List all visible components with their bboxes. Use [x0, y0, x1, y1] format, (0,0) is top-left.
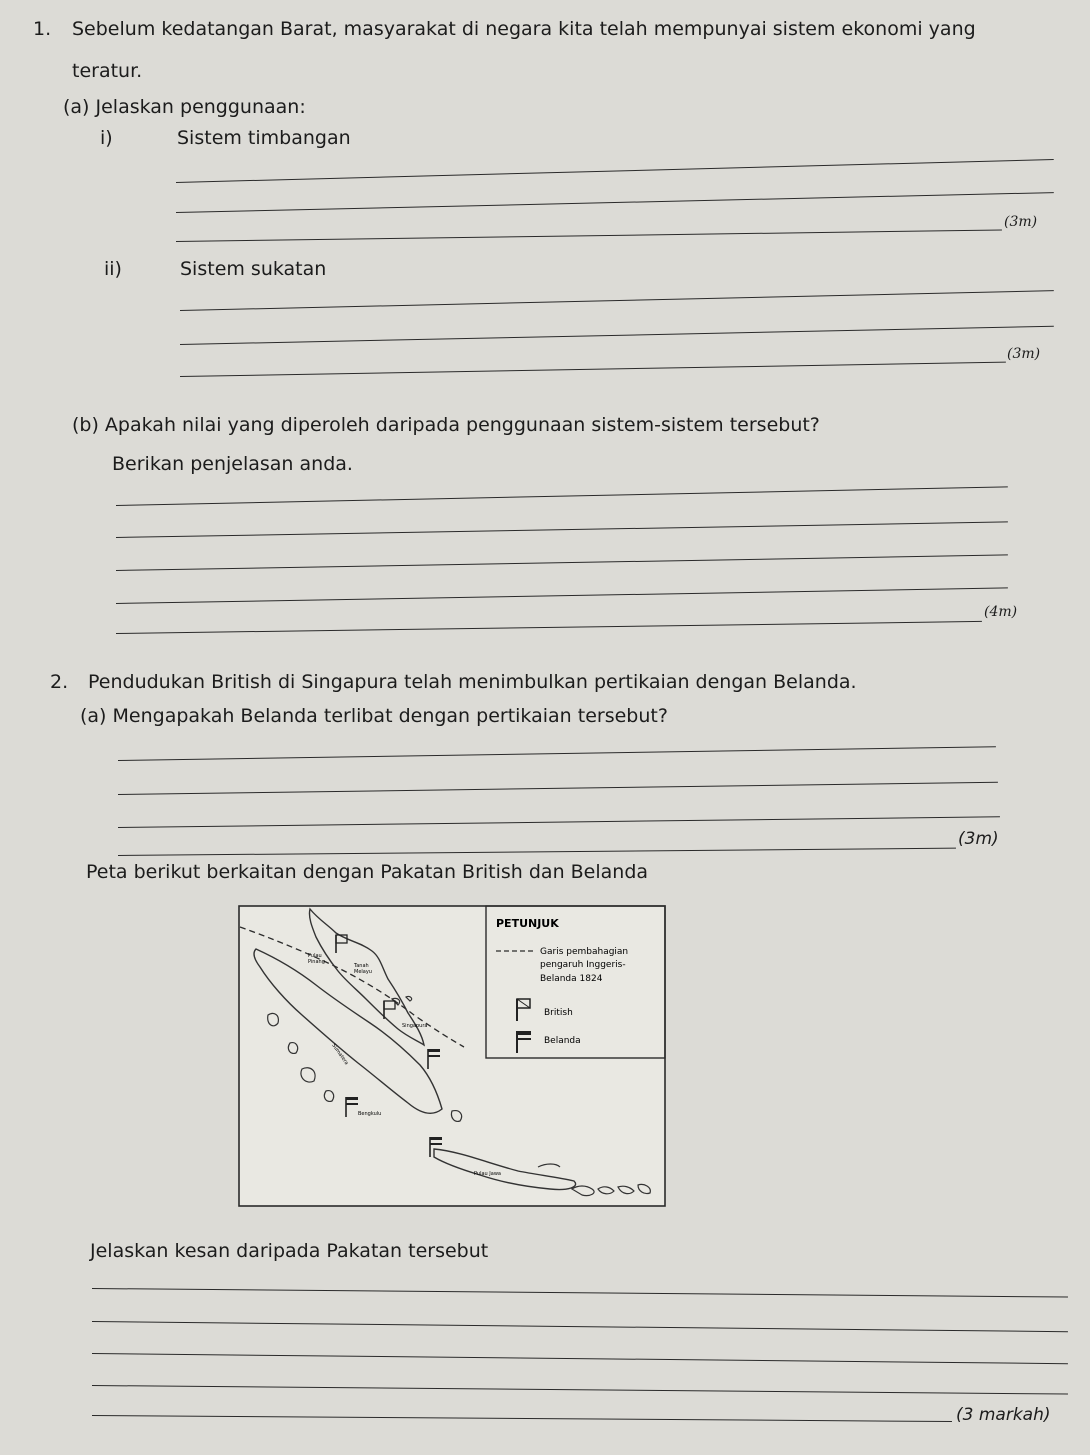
answer-line[interactable] [92, 1385, 1068, 1395]
answer-line[interactable] [92, 1321, 1068, 1332]
legend-line-3: Belanda 1824 [540, 974, 603, 984]
label-singapura: Singapura [402, 1023, 428, 1029]
q1-number: 1. [33, 18, 52, 40]
answer-line[interactable] [180, 326, 1054, 345]
q1a-i-text: Sistem timbangan [177, 127, 351, 149]
label-sumatera: Sumatera [330, 1042, 350, 1067]
legend-line-2: pengaruh Inggeris- [540, 960, 626, 970]
q1b-marks: (4m) [984, 604, 1018, 620]
answer-line[interactable] [116, 621, 982, 634]
q2-number: 2. [50, 671, 69, 693]
q2-stem: Pendudukan British di Singapura telah menimbulkan pertikaian dengan Belanda. [88, 671, 857, 693]
q1b-line2: Berikan penjelasan anda. [112, 453, 353, 475]
label-bengkulu: Bengkulu [358, 1111, 382, 1117]
q1a-i-marks: (3m) [1004, 214, 1038, 230]
legend-british: British [544, 1008, 573, 1018]
answer-line[interactable] [116, 587, 1008, 604]
q2a-text: (a) Mengapakah Belanda terlibat dengan pertikaian tersebut? [80, 705, 668, 727]
answer-line[interactable] [92, 1288, 1068, 1298]
answer-line[interactable] [180, 362, 1006, 377]
legend-line-1: Garis pembahagian [540, 947, 629, 957]
q1b-line1: (b) Apakah nilai yang diperoleh daripada penggunaan sistem-sistem tersebut? [72, 414, 820, 436]
q1a-label: (a) Jelaskan penggunaan: [63, 96, 306, 118]
answer-line[interactable] [118, 746, 996, 761]
q1a-i-label: i) [100, 127, 113, 149]
answer-line[interactable] [118, 816, 1000, 828]
answer-line[interactable] [118, 848, 956, 856]
answer-line[interactable] [176, 192, 1054, 213]
legend-title: PETUNJUK [496, 917, 559, 930]
q1a-ii-marks: (3m) [1007, 346, 1041, 362]
answer-line[interactable] [92, 1353, 1068, 1364]
answer-line[interactable] [92, 1415, 952, 1422]
label-pulau-pinang-1: Pulau [308, 953, 322, 959]
answer-line[interactable] [118, 782, 998, 795]
q1a-ii-text: Sistem sukatan [180, 258, 327, 280]
q2b-marks: (3 markah) [956, 1405, 1051, 1425]
q2-map-intro: Peta berikut berkaitan dengan Pakatan British dan Belanda [86, 861, 649, 883]
map-figure [238, 905, 666, 1207]
legend-belanda: Belanda [544, 1036, 581, 1046]
q1-stem-line2: teratur. [72, 60, 143, 82]
answer-line[interactable] [116, 486, 1008, 506]
label-pulau-jawa: Pulau Jawa [474, 1171, 501, 1177]
q1-stem-line1: Sebelum kedatangan Barat, masyarakat di negara kita telah mempunyai sistem ekonomi yang [72, 18, 976, 40]
answer-line[interactable] [116, 521, 1008, 538]
answer-line[interactable] [116, 554, 1008, 571]
answer-line[interactable] [176, 229, 1002, 242]
label-tanah-melayu-2: Melayu [354, 969, 372, 975]
answer-line[interactable] [176, 159, 1054, 183]
answer-line[interactable] [180, 290, 1054, 311]
q2a-marks: (3m) [958, 829, 999, 849]
label-pulau-pinang-2: Pinang [308, 959, 325, 965]
q2b-text: Jelaskan kesan daripada Pakatan tersebut [90, 1240, 489, 1262]
label-tanah-melayu-1: Tanah [354, 963, 369, 969]
q1a-ii-label: ii) [104, 258, 122, 280]
